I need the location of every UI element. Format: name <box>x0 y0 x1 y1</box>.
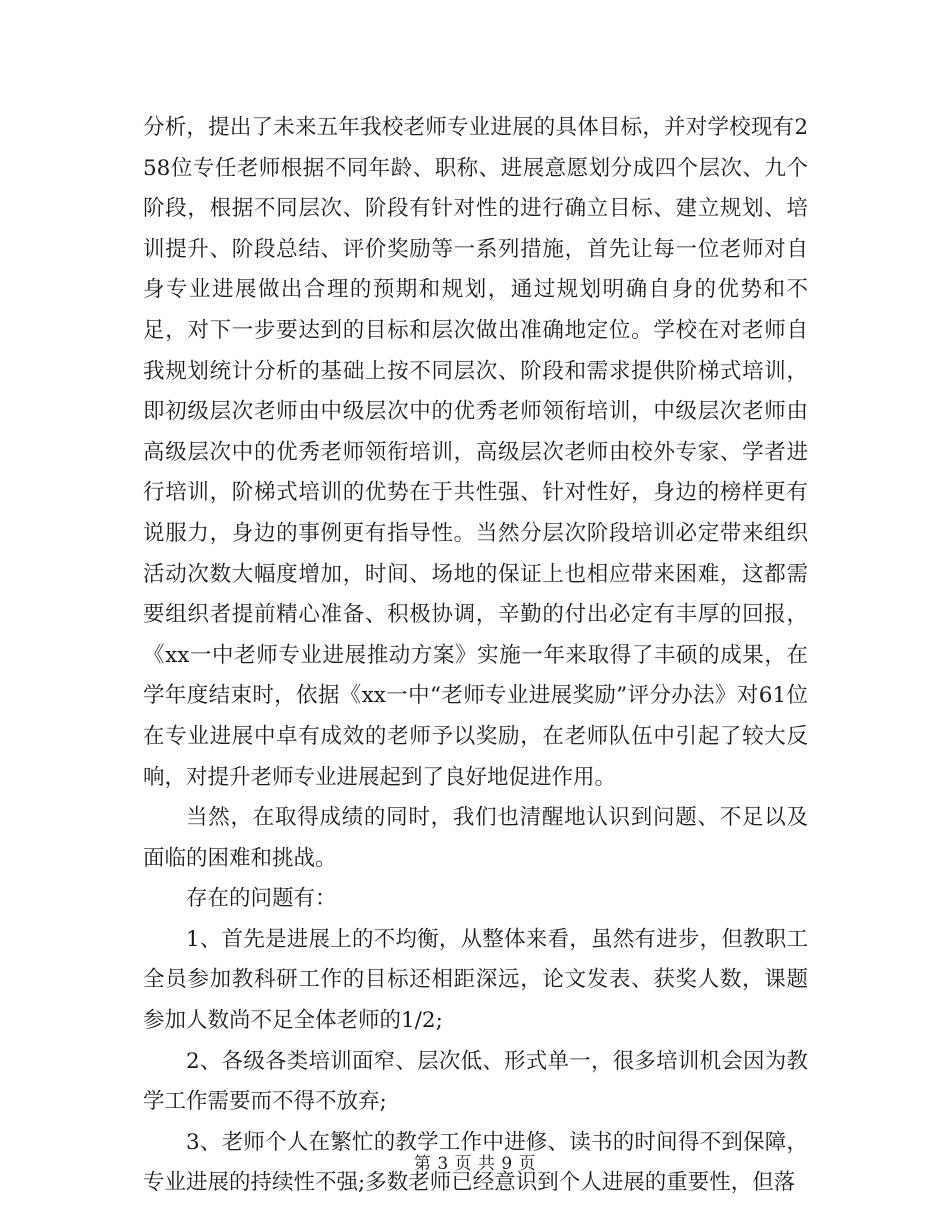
paragraph-6: 3、老师个人在繁忙的教学工作中进修、读书的时间得不到保障，专业进展的持续性不强;多数老师已经意识到个人进展的重要性，但落 <box>143 1129 808 1196</box>
paragraph-1: 分析，提出了未来五年我校老师专业进展的具体目标，并对学校现有258位专任老师根据不同年龄、职称、进展意愿划分成四个层次、九个阶段，根据不同层次、阶段有针对性的进行确立目标、建立规划、培训提升、阶段总结、评价奖励等一系列措施，首先让每一位老师对自身专业进展做出合理的预期和规划，通过规划明确自身的优势和不足，对下一步要达到的目标和层次做出准确地定位。学校在对老师自我规划统计分析的基础上按不同层次、阶段和需求提供阶梯式培训，即初级层次老师由中级层次中的优秀老师领衔培训，中级层次老师由高级层次中的优秀老师领衔培训，高级层次老师由校外专家、学者进行培训，阶梯式培训的优势在于共性强、针对性好，身边的榜样更有说服力，身边的事例更有指导性。当然分层次阶段培训必定带来组织活动次数大幅度增加，时间、场地的保证上也相应带来困难，这都需要组织者提前精心准备、积极协调，辛勤的付出必定有丰厚的回报，《xx一中老师专业进展推动方案》实施一年来取得了丰硕的成果，在学年度结束时，依据《xx一中“老师专业进展奖励”评分办法》对61位在专业进展中卓有成效的老师予以奖励，在老师队伍中引起了较大反响，对提升老师专业进展起到了良好地促进作用。 <box>143 115 808 790</box>
page-number-footer: 第 3 页 共 9 页 <box>413 1154 537 1174</box>
paragraph-5: 2、各级各类培训面窄、层次低、形式单一，很多培训机会因为教学工作需要而不得不放弃; <box>143 1048 808 1115</box>
paragraph-3: 存在的问题有： <box>186 886 337 912</box>
paragraph-4: 1、首先是进展上的不均衡，从整体来看，虽然有进步，但教职工全员参加教科研工作的目标还相距深远，论文发表、获奖人数，课题参加人数尚不足全体老师的1/2; <box>143 926 808 1034</box>
document-body <box>143 108 808 1204</box>
paragraph-2: 当然，在取得成绩的同时，我们也清醒地认识到问题、不足以及面临的困难和挑战。 <box>143 805 808 871</box>
